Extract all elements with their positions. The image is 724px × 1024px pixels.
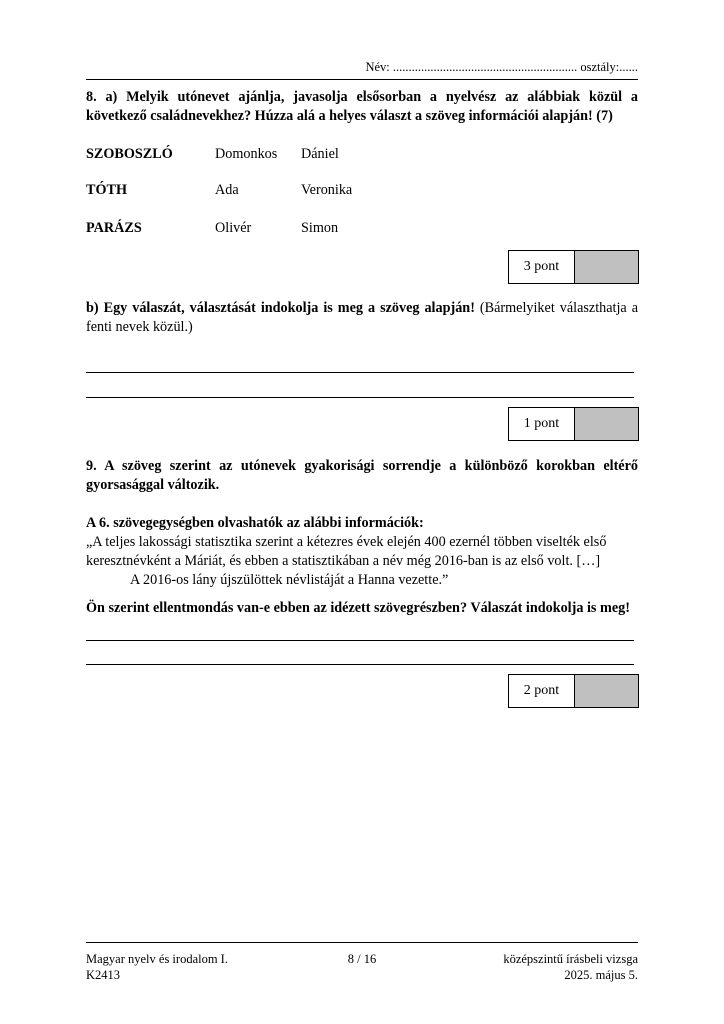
answer-line[interactable] [86,640,634,641]
points-box [508,407,639,441]
first-name-option[interactable]: Olivér [215,220,252,236]
points-label: 1 pont [509,408,575,440]
footer-rule [86,942,638,943]
question-8b-note: (Bármelyiket választhatja a fenti nevek közül.) [86,300,638,335]
points-box [508,250,639,284]
name-row [86,182,486,202]
question-9-prompt: Ön szerint ellentmondás van-e ebben az idézett szövegrészben? Válaszát indokolja is meg! [86,600,630,616]
quote-text: „A teljes lakossági statisztika szerint a kétezres évek elején 400 ezernél többen viselték első keresztnévként a Máriát, és ebben a statisztikában a név még 2016-ban is az első volt. […] [86,534,607,569]
points-label: 3 pont [509,251,575,283]
question-9-text: 9. A szöveg szerint az utónevek gyakorisági sorrendje a különböző korokban eltérő gyorsasággal változik. [86,458,638,493]
name-class-field: Név: ........................................................... osztály:...... [365,60,638,74]
question-8a-text: 8. a) Melyik utónevet ajánlja, javasolja elsősorban a nyelvész az alábbiak közül a következő családnevekhez? Húzza alá a helyes választ a szöveg információi alapján! (7) [86,89,638,124]
surname: SZOBOSZLÓ [86,146,173,162]
quote-text: A 2016-os lány újszülöttek névlistáját a Hanna vezette.” [130,572,449,588]
exam-level: középszintű írásbeli vizsga [503,952,638,966]
score-field[interactable] [575,408,638,440]
question-8b-text [86,299,638,337]
question-8b-bold: b) Egy válaszát, választását indokolja is meg a szöveg alapján! [86,300,475,316]
page-number: 8 / 16 [347,952,377,966]
first-name-option[interactable]: Domonkos [215,146,278,162]
answer-line[interactable] [86,372,634,373]
footer-left [86,951,228,983]
footer-right [503,951,638,983]
name-row [86,220,486,240]
source-heading: A 6. szövegegységben olvashatók az alábbi információk: [86,515,424,531]
first-name-option[interactable]: Ada [215,182,239,198]
name-row [86,146,486,166]
points-label: 2 pont [509,675,575,707]
first-name-option[interactable]: Simon [301,220,339,236]
score-field[interactable] [575,251,638,283]
source-quote [86,514,638,590]
first-name-option[interactable]: Veronika [301,182,353,198]
exam-code: K2413 [86,968,121,982]
exam-date: 2025. május 5. [564,968,638,982]
header-rule [86,79,638,80]
score-field[interactable] [575,675,638,707]
surname: TÓTH [86,182,127,198]
answer-line[interactable] [86,397,634,398]
points-box [508,674,639,708]
surname: PARÁZS [86,220,142,236]
subject-name: Magyar nyelv és irodalom I. [86,952,228,966]
first-name-option[interactable]: Dániel [301,146,339,162]
answer-line[interactable] [86,664,634,665]
